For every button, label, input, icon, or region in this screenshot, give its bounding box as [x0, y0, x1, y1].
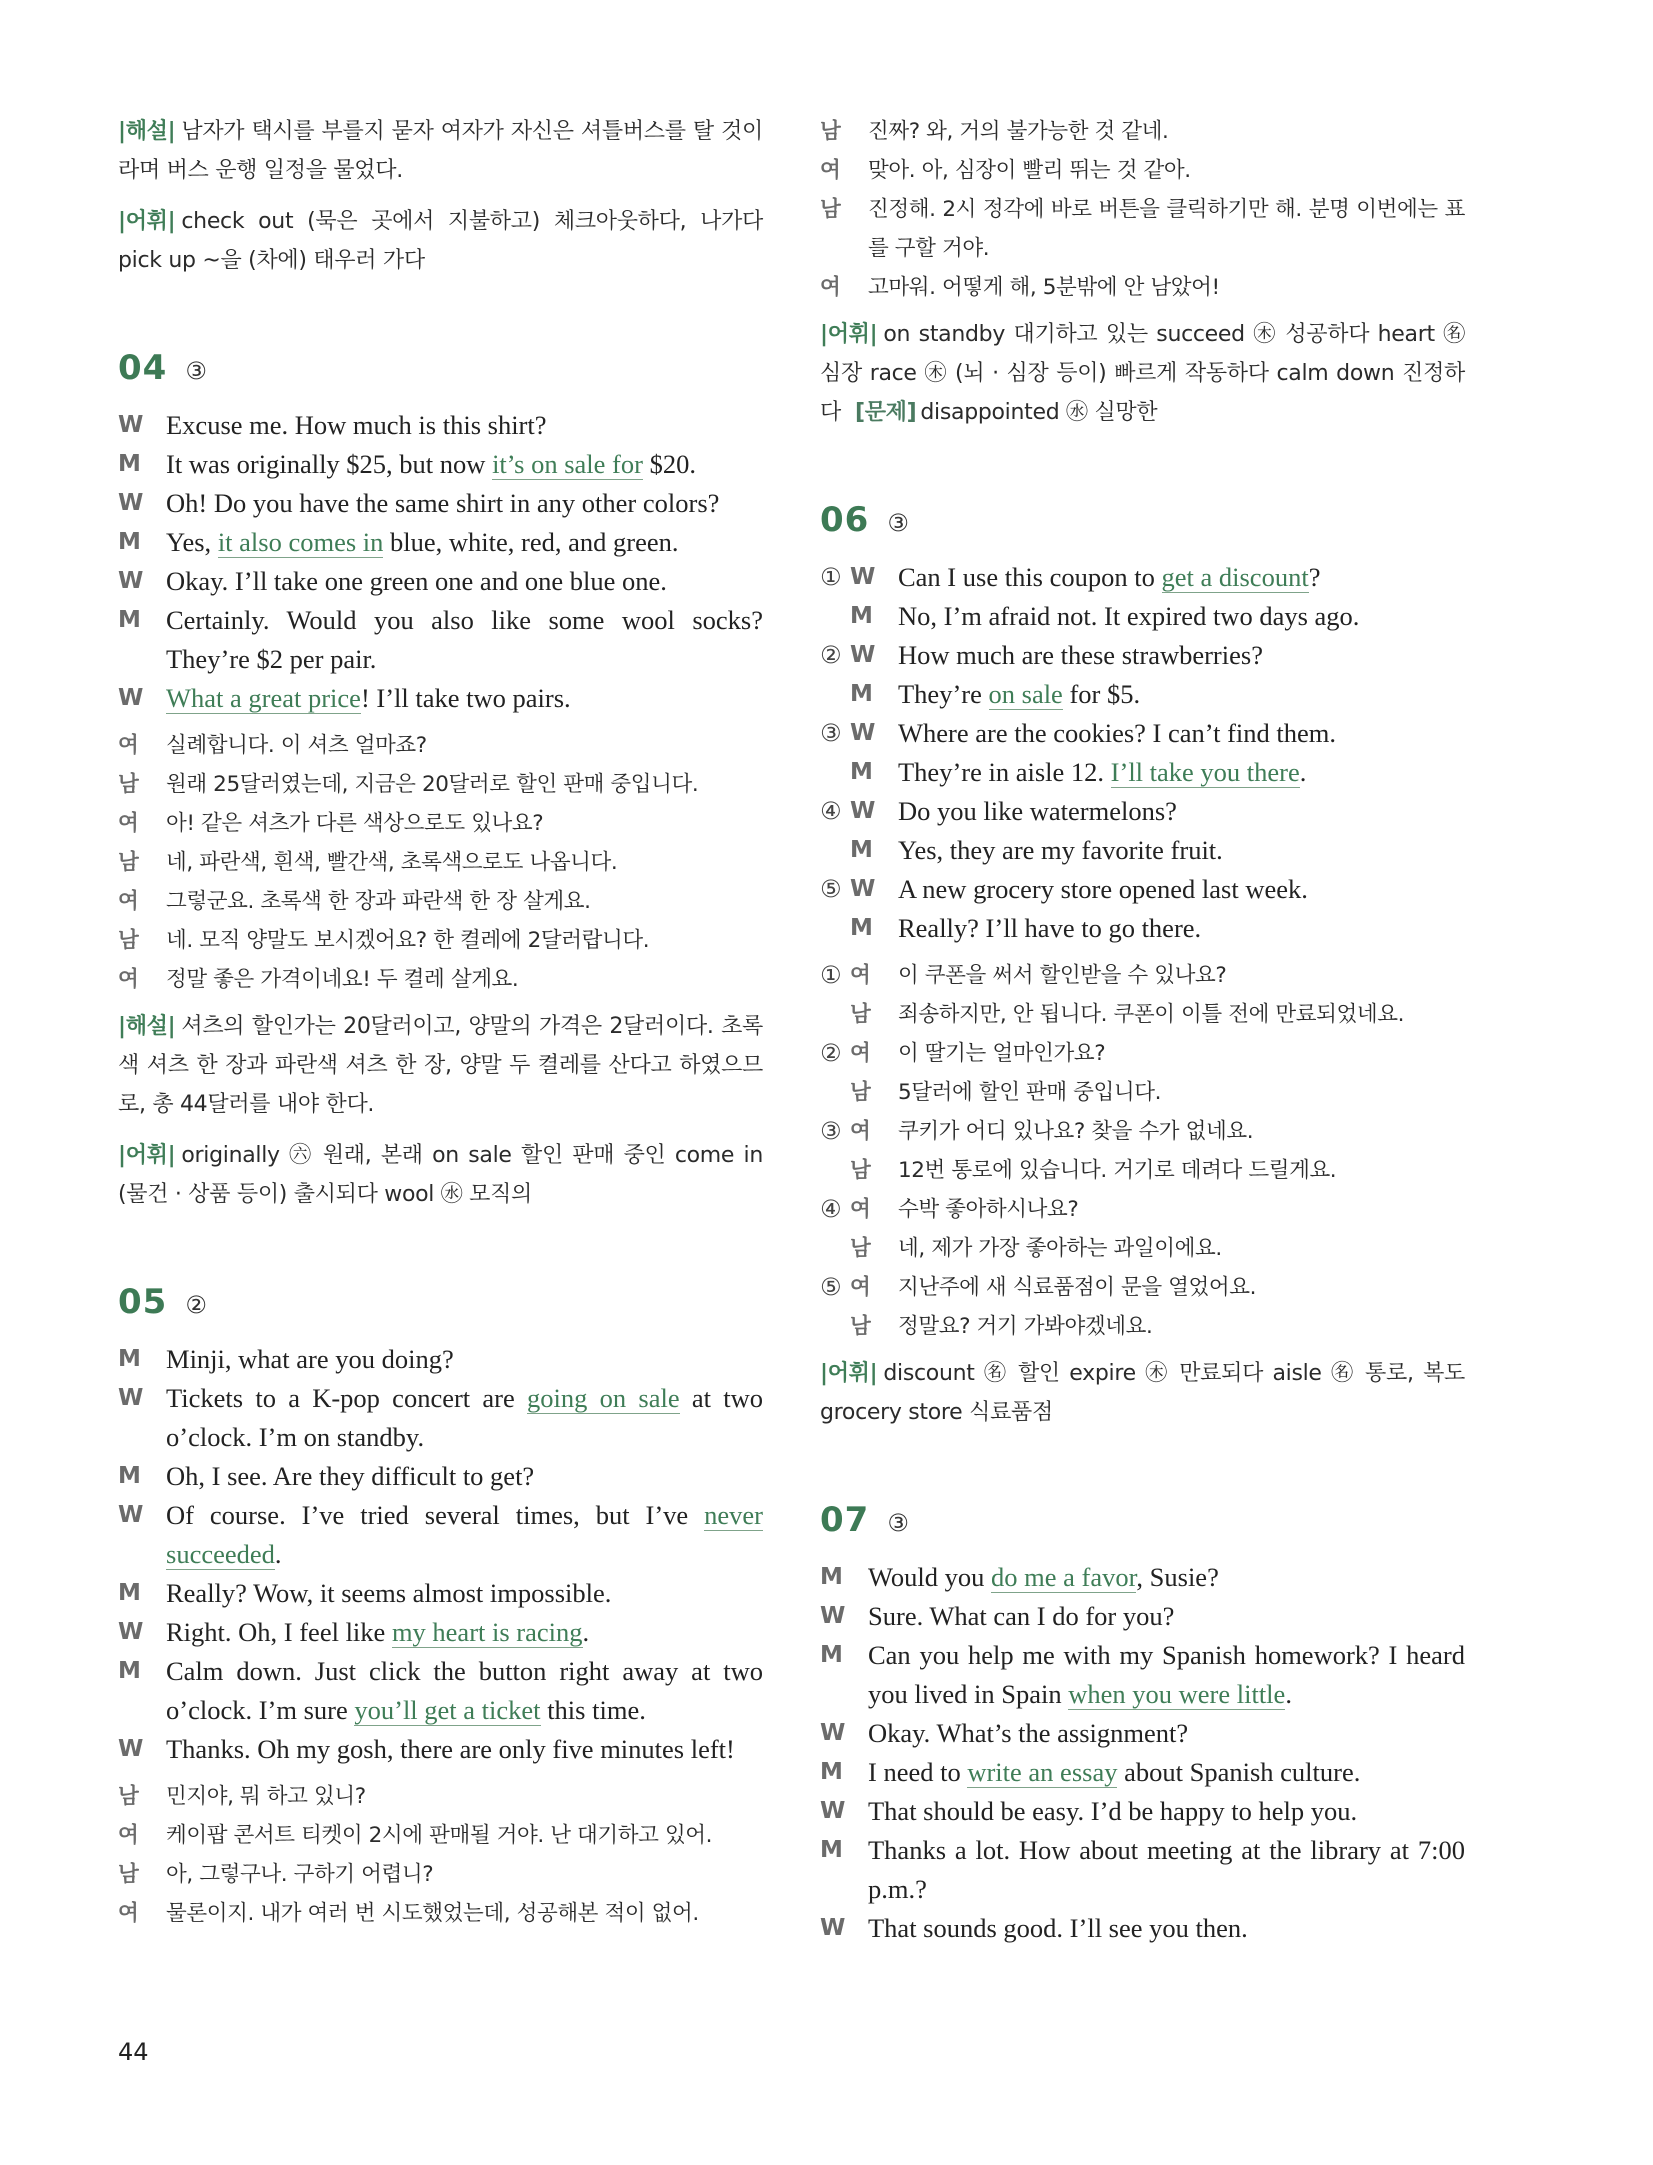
dialogue-line [820, 792, 1465, 831]
translation-line [118, 1816, 763, 1855]
text-segment: at two o’clock. I’m on standby. [166, 1383, 763, 1452]
line-text: 정말 좋은 가격이네요! 두 켤레 살게요. [166, 967, 519, 992]
option-number: ⑤ [820, 875, 842, 903]
question-number: 04 [118, 348, 168, 388]
line-text: 네, 파란색, 흰색, 빨간색, 초록색으로도 나옵니다. [166, 850, 618, 875]
line-text: 원래 25달러였는데, 지금은 20달러로 할인 판매 중입니다. [166, 772, 699, 797]
speaker-label: 남 [820, 197, 841, 222]
line-text [898, 558, 1465, 597]
speaker-label: 남 [820, 119, 841, 144]
speaker-label: 여 [850, 1041, 871, 1066]
line-text: 5달러에 할인 판매 중입니다. [898, 1080, 1162, 1105]
highlighted-phrase: going on sale [527, 1383, 680, 1413]
speaker-label: 여 [820, 158, 841, 183]
text-segment: Oh! Do you have the same shirt in any other colors? [166, 488, 720, 518]
highlighted-phrase: it’s on sale for [492, 449, 643, 479]
question-number: 06 [820, 500, 870, 540]
dialogue-line [820, 636, 1465, 675]
text-segment: Calm down. Just click the button right away at two o’clock. I’m sure [166, 1656, 763, 1725]
text-segment: How much are these strawberries? [898, 640, 1263, 670]
text-segment: ? [1308, 562, 1321, 592]
line-text: 이 쿠폰을 써서 할인받을 수 있나요? [898, 963, 1227, 988]
dialogue-line [118, 1730, 763, 1769]
dialogue-line [820, 1636, 1465, 1714]
translation-line [118, 921, 763, 960]
translation-line [820, 1034, 1465, 1073]
line-text [898, 675, 1465, 714]
option-number: ① [820, 961, 842, 989]
line-text [868, 1714, 1465, 1753]
translation-line [820, 268, 1465, 307]
text-segment: . [274, 1539, 282, 1569]
q06-dialogue [820, 558, 1465, 948]
option-number: ② [820, 1039, 842, 1067]
line-text: 정말요? 거기 가봐야겠네요. [898, 1314, 1153, 1339]
speaker-label: M [820, 1837, 843, 1863]
dialogue-line [820, 675, 1465, 714]
highlighted-phrase: you’ll get a ticket [354, 1695, 541, 1725]
q04-explanation [118, 1007, 763, 1124]
translation-line [118, 1777, 763, 1816]
question-04-header [118, 348, 763, 396]
speaker-label: M [850, 915, 873, 941]
dialogue-line [820, 1909, 1465, 1948]
right-column [820, 112, 1465, 1956]
q07-dialogue [820, 1558, 1465, 1948]
text-segment: Yes, they are my favorite fruit. [898, 835, 1223, 865]
text-segment: this time. [540, 1695, 646, 1725]
text-segment: $20. [642, 449, 696, 479]
translation-line [118, 804, 763, 843]
option-number [820, 1307, 850, 1346]
option-number [820, 831, 850, 870]
line-text [166, 1496, 763, 1574]
speaker-label: 여 [850, 1275, 871, 1300]
translation-line [118, 765, 763, 804]
text-segment: Of course. I’ve tried several times, but I’ve [166, 1500, 705, 1530]
speaker-label: 남 [850, 1080, 871, 1105]
speaker-label: M [820, 1759, 843, 1785]
vocabulary-tag: |어휘| [820, 322, 878, 347]
text-segment: Okay. What’s the assignment? [868, 1718, 1189, 1748]
text-segment: blue, white, red, and green. [383, 527, 679, 557]
dialogue-line [820, 1558, 1465, 1597]
line-text: 쿠키가 어디 있나요? 찾을 수가 없네요. [898, 1119, 1254, 1144]
translation-line [820, 1307, 1465, 1346]
translation-line [118, 1855, 763, 1894]
explanation-text: 셔츠의 할인가는 20달러이고, 양말의 가격은 2달러이다. 초록색 셔츠 한 장과 파란색 셔츠 한 장, 양말 두 켤레를 산다고 하였으므로, 총 44달러를 내야 한다. [118, 1014, 763, 1117]
speaker-label: W [820, 1915, 846, 1941]
vocabulary-tag: |어휘| [820, 1361, 878, 1386]
q05-dialogue [118, 1340, 763, 1769]
dialogue-line [118, 1652, 763, 1730]
line-text [166, 1574, 763, 1613]
translation-line [118, 843, 763, 882]
speaker-label: 남 [118, 772, 139, 797]
speaker-label: W [850, 876, 876, 902]
dialogue-line [820, 1597, 1465, 1636]
speaker-label: 여 [820, 275, 841, 300]
dialogue-line [118, 445, 763, 484]
line-text: 12번 통로에 있습니다. 거기로 데려다 드릴게요. [898, 1158, 1337, 1183]
left-column [118, 112, 763, 1941]
q04-korean-translation [118, 726, 763, 999]
option-number: ③ [820, 719, 842, 747]
question-05-header [118, 1282, 763, 1330]
line-text: 네. 모직 양말도 보시겠어요? 한 켤레에 2달러랍니다. [166, 928, 650, 953]
line-text [898, 831, 1465, 870]
text-segment: Can you help me with my Spanish homework? I heard you lived in Spain [868, 1640, 1465, 1709]
dialogue-line [118, 406, 763, 445]
text-segment: Okay. I’ll take one green one and one blue one. [166, 566, 667, 596]
line-text [898, 792, 1465, 831]
option-number: ⑤ [820, 1273, 842, 1301]
speaker-label: 남 [118, 1784, 139, 1809]
dialogue-line [118, 484, 763, 523]
speaker-label: W [118, 685, 144, 711]
translation-line [820, 151, 1465, 190]
speaker-label: M [118, 607, 141, 633]
text-segment: That should be easy. I’d be happy to help you. [868, 1796, 1358, 1826]
translation-line [118, 1894, 763, 1933]
speaker-label: 남 [850, 1236, 871, 1261]
speaker-label: M [118, 529, 141, 555]
line-text [166, 1379, 763, 1457]
q04-vocabulary [118, 1136, 763, 1214]
dialogue-line [820, 831, 1465, 870]
dialogue-line [820, 1714, 1465, 1753]
speaker-label: M [820, 1564, 843, 1590]
text-segment: Sure. What can I do for you? [868, 1601, 1175, 1631]
speaker-label: M [118, 451, 141, 477]
line-text [166, 562, 763, 601]
speaker-label: W [118, 412, 144, 438]
line-text: 이 딸기는 얼마인가요? [898, 1041, 1106, 1066]
option-number: ① [820, 563, 842, 591]
translation-line [820, 190, 1465, 268]
line-text [166, 484, 763, 523]
speaker-label: 남 [850, 1158, 871, 1183]
text-segment: Can I use this coupon to [898, 562, 1162, 592]
highlighted-phrase: never succeeded [166, 1500, 763, 1569]
line-text [898, 753, 1465, 792]
option-number [820, 1073, 850, 1112]
dialogue-line [820, 558, 1465, 597]
line-text [868, 1792, 1465, 1831]
question-number: 07 [820, 1500, 870, 1540]
line-text: 맞아. 아, 심장이 빨리 뛰는 것 같아. [868, 158, 1191, 183]
line-text [166, 406, 763, 445]
speaker-label: M [118, 1580, 141, 1606]
text-segment: . [582, 1617, 590, 1647]
explanation-text: 남자가 택시를 부를지 묻자 여자가 자신은 셔틀버스를 탈 것이라며 버스 운행 일정을 물었다. [118, 119, 763, 183]
line-text [868, 1909, 1465, 1948]
translation-line [820, 956, 1465, 995]
dialogue-line [118, 523, 763, 562]
text-segment: ! I’ll take two pairs. [360, 683, 571, 713]
text-segment: It was originally $25, but now [166, 449, 493, 479]
speaker-label: 여 [850, 1197, 871, 1222]
translation-line [118, 726, 763, 765]
speaker-label: 여 [118, 889, 139, 914]
text-segment: . [1285, 1679, 1292, 1709]
vocabulary-text: on standby 대기하고 있는 succeed ㊍ 성공하다 heart ㊔ 심장 race ㊍ (뇌 · 심장 등이) 빠르게 작동하다 calm down 진정하다 [820, 322, 1465, 425]
highlighted-phrase: I’ll take you there [1110, 757, 1300, 787]
line-text [166, 445, 763, 484]
question-number: 05 [118, 1282, 168, 1322]
dialogue-line [118, 1379, 763, 1457]
text-segment: Where are the cookies? I can’t find them. [898, 718, 1337, 748]
speaker-label: M [850, 603, 873, 629]
line-text: 진정해. 2시 정각에 바로 버튼을 클릭하기만 해. 분명 이번에는 표를 구할 거야. [868, 197, 1465, 261]
dialogue-line [820, 1792, 1465, 1831]
problem-vocabulary: disappointed ㊌ 실망한 [920, 400, 1158, 425]
option-number: ④ [820, 1195, 842, 1223]
question-07-header [820, 1500, 1465, 1548]
vocabulary-tag: |어휘| [118, 209, 176, 234]
line-text [166, 1340, 763, 1379]
vocabulary-text: originally ㊅ 원래, 본래 on sale 할인 판매 중인 come in (물건 · 상품 등이) 출시되다 wool ㊌ 모직의 [118, 1143, 763, 1207]
highlighted-phrase: get a discount [1161, 562, 1309, 592]
vocabulary-tag: |어휘| [118, 1143, 176, 1168]
speaker-label: M [850, 837, 873, 863]
dialogue-line [118, 1457, 763, 1496]
explanation-tag: |해설| [118, 119, 176, 144]
line-text [898, 909, 1465, 948]
translation-line [118, 960, 763, 999]
dialogue-line [820, 753, 1465, 792]
line-text [898, 636, 1465, 675]
speaker-label: W [118, 1736, 144, 1762]
speaker-label: M [118, 1346, 141, 1372]
dialogue-line [820, 1831, 1465, 1909]
dialogue-line [820, 870, 1465, 909]
text-segment: for $5. [1062, 679, 1141, 709]
speaker-label: 남 [850, 1314, 871, 1339]
line-text [868, 1753, 1465, 1792]
text-segment: They’re [898, 679, 989, 709]
translation-line [118, 882, 763, 921]
line-text: 아! 같은 셔츠가 다른 색상으로도 있나요? [166, 811, 544, 836]
speaker-label: M [820, 1642, 843, 1668]
option-number: ② [820, 641, 842, 669]
line-text: 네, 제가 가장 좋아하는 과일이에요. [898, 1236, 1222, 1261]
dialogue-line [118, 679, 763, 718]
dialogue-line [118, 1340, 763, 1379]
translation-line [820, 995, 1465, 1034]
translation-line [820, 1190, 1465, 1229]
speaker-label: W [118, 490, 144, 516]
line-text [868, 1597, 1465, 1636]
line-text [166, 523, 763, 562]
text-segment: Excuse me. How much is this shirt? [166, 410, 547, 440]
text-segment: , Susie? [1136, 1562, 1219, 1592]
line-text: 그렇군요. 초록색 한 장과 파란색 한 장 살게요. [166, 889, 591, 914]
speaker-label: 여 [118, 1901, 139, 1926]
speaker-label: W [820, 1603, 846, 1629]
speaker-label: 여 [118, 967, 139, 992]
text-segment: Thanks a lot. How about meeting at the library at 7:00 p.m.? [868, 1835, 1465, 1904]
line-text: 죄송하지만, 안 됩니다. 쿠폰이 이틀 전에 만료되었네요. [898, 1002, 1405, 1027]
dialogue-line [118, 1496, 763, 1574]
answer-mark: ③ [887, 1509, 909, 1537]
speaker-label: W [118, 568, 144, 594]
line-text: 지난주에 새 식료품점이 문을 열었어요. [898, 1275, 1257, 1300]
speaker-label: W [850, 720, 876, 746]
text-segment: I need to [868, 1757, 968, 1787]
translation-line [820, 1151, 1465, 1190]
text-segment: They’re in aisle 12. [898, 757, 1111, 787]
q04-dialogue [118, 406, 763, 718]
vocabulary-text: check out (묵은 곳에서 지불하고) 체크아웃하다, 나가다 pick up ~을 (차에) 태우러 가다 [118, 209, 763, 273]
speaker-label: W [850, 564, 876, 590]
text-segment: Do you like watermelons? [898, 796, 1177, 826]
dialogue-line [820, 714, 1465, 753]
text-segment: That sounds good. I’ll see you then. [868, 1913, 1248, 1943]
speaker-label: W [118, 1619, 144, 1645]
option-number [820, 753, 850, 792]
option-number: ④ [820, 797, 842, 825]
line-text: 물론이지. 내가 여러 번 시도했었는데, 성공해본 적이 없어. [166, 1901, 699, 1926]
text-segment: Thanks. Oh my gosh, there are only five minutes left! [166, 1734, 735, 1764]
highlighted-phrase: when you were little [1068, 1679, 1286, 1709]
line-text [868, 1558, 1465, 1597]
translation-line [820, 1073, 1465, 1112]
top-vocabulary [118, 202, 763, 280]
line-text [166, 679, 763, 718]
line-text [166, 1652, 763, 1730]
highlighted-phrase: do me a favor [991, 1562, 1137, 1592]
text-segment: Tickets to a K-pop concert are [166, 1383, 528, 1413]
text-segment: A new grocery store opened last week. [898, 874, 1308, 904]
speaker-label: 남 [850, 1002, 871, 1027]
highlighted-phrase: my heart is racing [391, 1617, 583, 1647]
line-text [166, 1457, 763, 1496]
line-text: 실례합니다. 이 셔츠 얼마죠? [166, 733, 427, 758]
speaker-label: 남 [118, 1862, 139, 1887]
option-number [820, 1229, 850, 1268]
problem-tag: [문제] [854, 400, 917, 425]
line-text: 케이팝 콘서트 티켓이 2시에 판매될 거야. 난 대기하고 있어. [166, 1823, 713, 1848]
page-number: 44 [118, 2038, 149, 2066]
answer-mark: ③ [185, 357, 207, 385]
top-explanation [118, 112, 763, 190]
explanation-tag: |해설| [118, 1014, 176, 1039]
speaker-label: 남 [118, 850, 139, 875]
text-segment: Oh, I see. Are they difficult to get? [166, 1461, 535, 1491]
line-text: 고마워. 어떻게 해, 5분밖에 안 남았어! [868, 275, 1220, 300]
q06-vocabulary [820, 1354, 1465, 1432]
translation-line [820, 1112, 1465, 1151]
dialogue-line [118, 562, 763, 601]
speaker-label: W [118, 1385, 144, 1411]
line-text: 민지야, 뭐 하고 있니? [166, 1784, 366, 1809]
translation-line [820, 112, 1465, 151]
line-text [898, 597, 1465, 636]
speaker-label: 여 [118, 811, 139, 836]
dialogue-line [820, 1753, 1465, 1792]
option-number [820, 1151, 850, 1190]
option-number: ③ [820, 1117, 842, 1145]
line-text: 진짜? 와, 거의 불가능한 것 같네. [868, 119, 1169, 144]
line-text [166, 601, 763, 679]
speaker-label: M [850, 759, 873, 785]
line-text [898, 714, 1465, 753]
option-number [820, 995, 850, 1034]
q06-korean-translation [820, 956, 1465, 1346]
line-text [166, 1613, 763, 1652]
q05-korean-translation-part1 [118, 1777, 763, 1933]
text-segment: Yes, [166, 527, 218, 557]
text-segment: Certainly. Would you also like some wool socks? They’re $2 per pair. [166, 605, 763, 674]
speaker-label: W [118, 1502, 144, 1528]
text-segment: Would you [868, 1562, 992, 1592]
speaker-label: W [850, 642, 876, 668]
highlighted-phrase: on sale [988, 679, 1063, 709]
line-text: 수박 좋아하시나요? [898, 1197, 1079, 1222]
question-06-header [820, 500, 1465, 548]
translation-line [820, 1268, 1465, 1307]
speaker-label: M [118, 1463, 141, 1489]
option-number [820, 675, 850, 714]
translation-line [820, 1229, 1465, 1268]
vocabulary-text: discount ㊔ 할인 expire ㊍ 만료되다 aisle ㊔ 통로, 복도 grocery store 식료품점 [820, 1361, 1465, 1425]
text-segment: Minji, what are you doing? [166, 1344, 454, 1374]
q05-korean-translation-part2 [820, 112, 1465, 307]
line-text [868, 1636, 1465, 1714]
speaker-label: W [820, 1720, 846, 1746]
q05-vocabulary [820, 315, 1465, 432]
text-segment: Really? Wow, it seems almost impossible. [166, 1578, 612, 1608]
dialogue-line [820, 597, 1465, 636]
option-number [820, 909, 850, 948]
dialogue-line [118, 601, 763, 679]
answer-mark: ③ [887, 509, 909, 537]
speaker-label: W [850, 798, 876, 824]
highlighted-phrase: it also comes in [217, 527, 384, 557]
option-number [820, 597, 850, 636]
speaker-label: 여 [850, 1119, 871, 1144]
highlighted-phrase: What a great price [166, 683, 361, 713]
speaker-label: W [820, 1798, 846, 1824]
text-segment: Really? I’ll have to go there. [898, 913, 1202, 943]
speaker-label: 여 [118, 733, 139, 758]
speaker-label: M [850, 681, 873, 707]
line-text [166, 1730, 763, 1769]
text-segment: . [1299, 757, 1307, 787]
answer-mark: ② [185, 1291, 207, 1319]
dialogue-line [118, 1574, 763, 1613]
line-text [868, 1831, 1465, 1909]
highlighted-phrase: write an essay [967, 1757, 1118, 1787]
speaker-label: M [118, 1658, 141, 1684]
speaker-label: 남 [118, 928, 139, 953]
text-segment: about Spanish culture. [1117, 1757, 1361, 1787]
speaker-label: 여 [118, 1823, 139, 1848]
dialogue-line [118, 1613, 763, 1652]
text-segment: No, I’m afraid not. It expired two days ago. [898, 601, 1360, 631]
line-text: 아, 그렇구나. 구하기 어렵니? [166, 1862, 434, 1887]
speaker-label: 여 [850, 963, 871, 988]
line-text [898, 870, 1465, 909]
text-segment: Right. Oh, I feel like [166, 1617, 392, 1647]
dialogue-line [820, 909, 1465, 948]
